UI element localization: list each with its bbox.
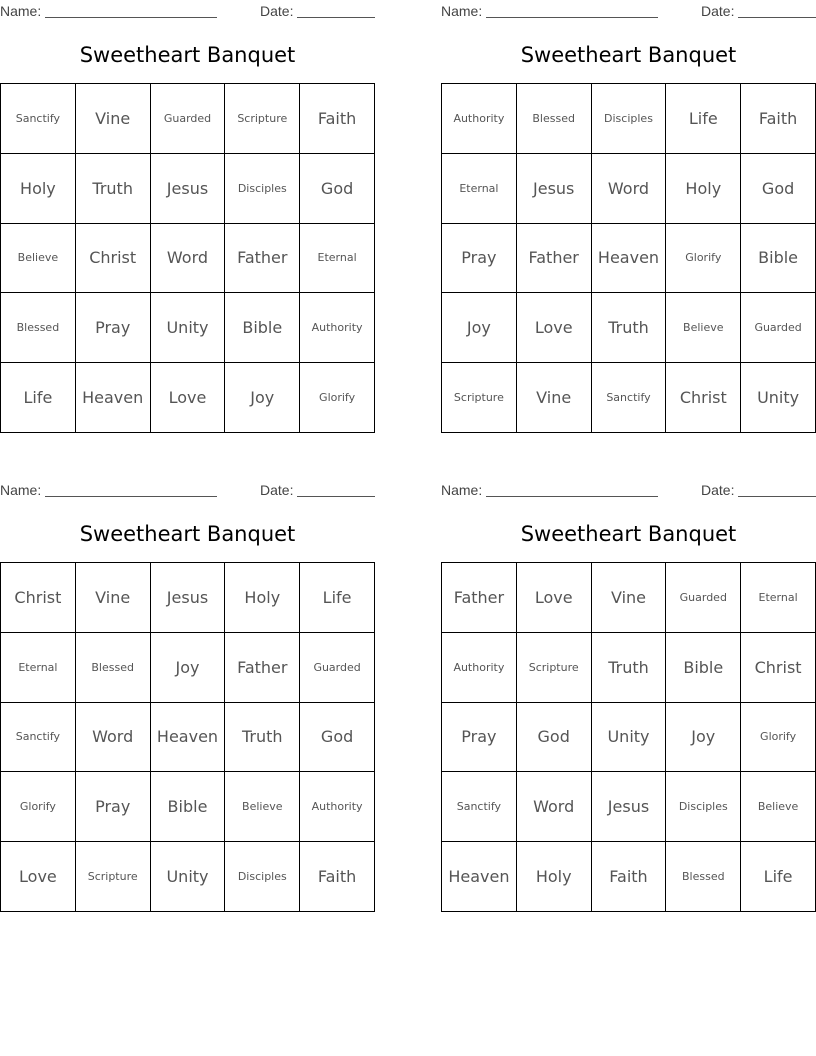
- bingo-cell: Pray: [442, 224, 517, 294]
- bingo-cell: Sanctify: [1, 84, 76, 154]
- bingo-cell: Scripture: [225, 84, 300, 154]
- bingo-cell: Heaven: [151, 703, 226, 773]
- bingo-cell: Disciples: [666, 772, 741, 842]
- bingo-cell: Christ: [666, 363, 741, 433]
- bingo-cell: Holy: [666, 154, 741, 224]
- date-blank-line: [738, 17, 816, 18]
- bingo-cell: Life: [666, 84, 741, 154]
- bingo-cell: Holy: [517, 842, 592, 912]
- bingo-cell: Truth: [592, 633, 667, 703]
- bingo-cell: Father: [225, 633, 300, 703]
- bingo-cell: Father: [517, 224, 592, 294]
- name-date-row: [441, 0, 816, 22]
- bingo-cell: Believe: [1, 224, 76, 294]
- bingo-cell: Pray: [76, 772, 151, 842]
- bingo-cell: Unity: [741, 363, 816, 433]
- bingo-cell: Love: [151, 363, 226, 433]
- bingo-cell: Believe: [225, 772, 300, 842]
- bingo-cell: Scripture: [76, 842, 151, 912]
- bingo-cell: Love: [517, 293, 592, 363]
- bingo-cell: Guarded: [300, 633, 375, 703]
- bingo-card: [0, 479, 375, 887]
- bingo-cell: Sanctify: [442, 772, 517, 842]
- card-title: Sweetheart Banquet: [79, 522, 296, 546]
- date-label: Date:: [260, 482, 294, 498]
- bingo-cell: Heaven: [76, 363, 151, 433]
- bingo-cell: Authority: [442, 633, 517, 703]
- bingo-cell: Vine: [76, 84, 151, 154]
- bingo-cell: Life: [300, 563, 375, 633]
- bingo-card: [0, 0, 375, 408]
- bingo-cell: Sanctify: [592, 363, 667, 433]
- bingo-cell: Eternal: [442, 154, 517, 224]
- name-blank-line: [45, 17, 217, 18]
- bingo-cell: Heaven: [592, 224, 667, 294]
- bingo-cell: God: [300, 703, 375, 773]
- bingo-cell: Authority: [300, 293, 375, 363]
- bingo-cell: Jesus: [517, 154, 592, 224]
- date-label: Date:: [701, 482, 735, 498]
- name-date-row: [0, 479, 375, 501]
- bingo-cell: Faith: [300, 842, 375, 912]
- card-title: Sweetheart Banquet: [520, 522, 737, 546]
- bingo-grid: [441, 562, 816, 912]
- bingo-cell: Jesus: [151, 154, 226, 224]
- bingo-card: [441, 0, 816, 408]
- name-blank-line: [486, 17, 658, 18]
- bingo-cell: Blessed: [517, 84, 592, 154]
- bingo-grid: [0, 562, 375, 912]
- bingo-cell: Blessed: [666, 842, 741, 912]
- bingo-cell: Holy: [1, 154, 76, 224]
- date-blank-line: [738, 496, 816, 497]
- bingo-cell: Eternal: [741, 563, 816, 633]
- bingo-cell: Love: [517, 563, 592, 633]
- bingo-cell: Sanctify: [1, 703, 76, 773]
- bingo-cell: Father: [442, 563, 517, 633]
- bingo-cell: Father: [225, 224, 300, 294]
- name-blank-line: [45, 496, 217, 497]
- bingo-cell: Bible: [225, 293, 300, 363]
- bingo-cell: Jesus: [151, 563, 226, 633]
- bingo-cell: Disciples: [592, 84, 667, 154]
- bingo-cell: Guarded: [666, 563, 741, 633]
- bingo-cell: God: [300, 154, 375, 224]
- bingo-cell: Truth: [225, 703, 300, 773]
- date-label: Date:: [701, 3, 735, 19]
- bingo-cell: Authority: [300, 772, 375, 842]
- bingo-cell: Authority: [442, 84, 517, 154]
- bingo-cell: Believe: [741, 772, 816, 842]
- bingo-cell: Eternal: [1, 633, 76, 703]
- bingo-cell: Bible: [741, 224, 816, 294]
- date-label: Date:: [260, 3, 294, 19]
- name-label: Name:: [441, 3, 483, 19]
- bingo-cell: Eternal: [300, 224, 375, 294]
- bingo-cell: Guarded: [741, 293, 816, 363]
- bingo-cell: Heaven: [442, 842, 517, 912]
- bingo-cell: Life: [1, 363, 76, 433]
- bingo-cell: Pray: [76, 293, 151, 363]
- card-title: Sweetheart Banquet: [520, 43, 737, 67]
- bingo-cell: God: [741, 154, 816, 224]
- bingo-cell: Vine: [76, 563, 151, 633]
- bingo-cell: Glorify: [666, 224, 741, 294]
- bingo-cell: Vine: [517, 363, 592, 433]
- name-date-row: [441, 479, 816, 501]
- bingo-cell: Unity: [592, 703, 667, 773]
- bingo-cell: Pray: [442, 703, 517, 773]
- bingo-grid: [441, 83, 816, 433]
- bingo-cell: Word: [517, 772, 592, 842]
- bingo-cell: Christ: [741, 633, 816, 703]
- bingo-cell: Truth: [76, 154, 151, 224]
- bingo-cell: Unity: [151, 293, 226, 363]
- bingo-cell: Faith: [741, 84, 816, 154]
- bingo-cell: Unity: [151, 842, 226, 912]
- bingo-cell: Bible: [666, 633, 741, 703]
- bingo-cell: Word: [592, 154, 667, 224]
- bingo-cell: Holy: [225, 563, 300, 633]
- bingo-cell: Word: [76, 703, 151, 773]
- bingo-grid: [0, 83, 375, 433]
- bingo-cell: Word: [151, 224, 226, 294]
- bingo-card: [441, 479, 816, 887]
- name-label: Name:: [0, 3, 42, 19]
- bingo-cell: Guarded: [151, 84, 226, 154]
- bingo-cell: Glorify: [300, 363, 375, 433]
- bingo-cell: Faith: [592, 842, 667, 912]
- bingo-cell: Scripture: [442, 363, 517, 433]
- bingo-cell: Bible: [151, 772, 226, 842]
- bingo-cell: Love: [1, 842, 76, 912]
- name-date-row: [0, 0, 375, 22]
- bingo-cell: Joy: [151, 633, 226, 703]
- bingo-cell: Life: [741, 842, 816, 912]
- bingo-cell: Disciples: [225, 154, 300, 224]
- bingo-cell: Christ: [76, 224, 151, 294]
- bingo-cell: Disciples: [225, 842, 300, 912]
- bingo-cell: Glorify: [1, 772, 76, 842]
- bingo-cell: Truth: [592, 293, 667, 363]
- date-blank-line: [297, 17, 375, 18]
- name-label: Name:: [0, 482, 42, 498]
- name-blank-line: [486, 496, 658, 497]
- date-blank-line: [297, 496, 375, 497]
- bingo-cell: Scripture: [517, 633, 592, 703]
- bingo-cell: Blessed: [76, 633, 151, 703]
- bingo-cell: Joy: [442, 293, 517, 363]
- bingo-cell: Faith: [300, 84, 375, 154]
- bingo-cell: Joy: [666, 703, 741, 773]
- bingo-cell: Blessed: [1, 293, 76, 363]
- name-label: Name:: [441, 482, 483, 498]
- bingo-cell: God: [517, 703, 592, 773]
- bingo-cell: Christ: [1, 563, 76, 633]
- bingo-cell: Jesus: [592, 772, 667, 842]
- card-title: Sweetheart Banquet: [79, 43, 296, 67]
- bingo-cell: Joy: [225, 363, 300, 433]
- bingo-cell: Believe: [666, 293, 741, 363]
- bingo-cell: Glorify: [741, 703, 816, 773]
- bingo-cell: Vine: [592, 563, 667, 633]
